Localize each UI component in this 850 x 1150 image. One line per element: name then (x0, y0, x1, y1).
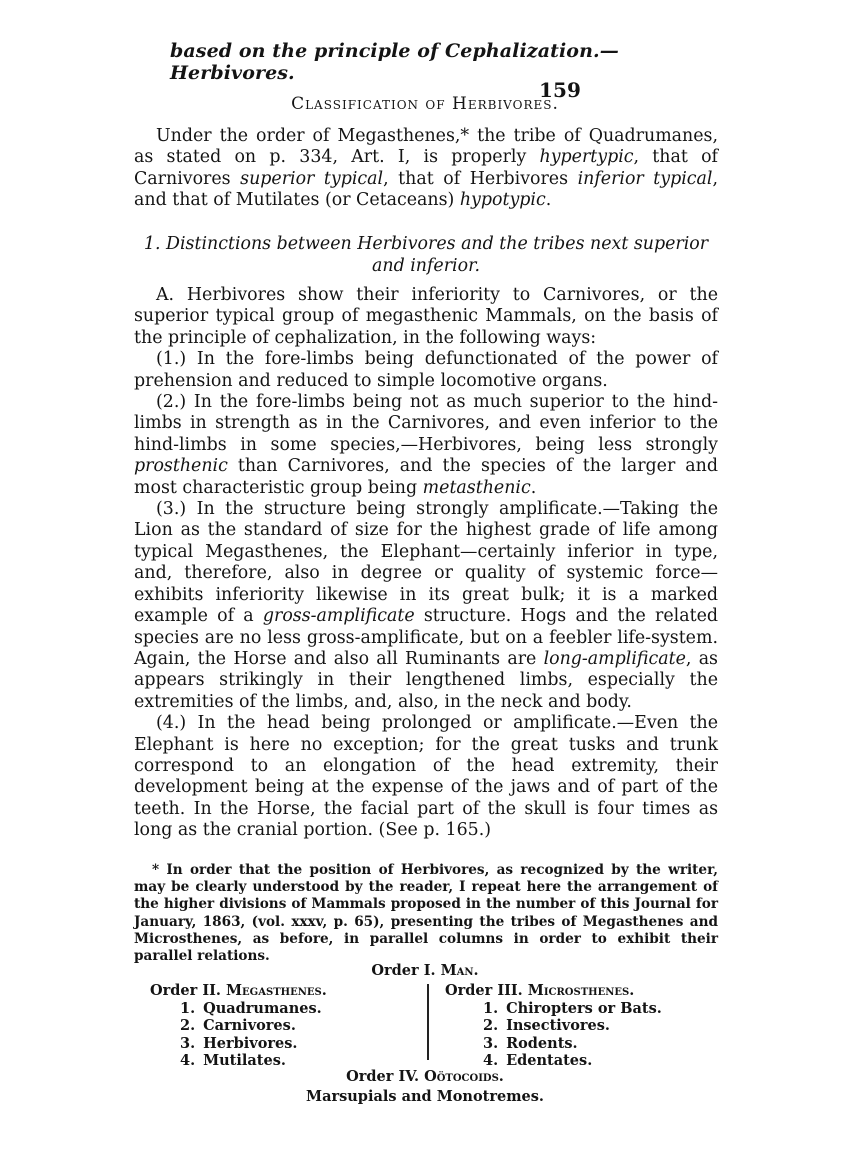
order-label: Order III. (445, 982, 523, 999)
text-run: , that of Herbivores (383, 168, 578, 189)
order-label: Order II. (150, 982, 221, 999)
order-iii-column (445, 982, 662, 1070)
subheading: 1. Distinctions between Herbivores and the tribes next superior and inferior. (143, 234, 709, 276)
order-ii-list (150, 1000, 327, 1070)
text-run: . (545, 190, 552, 211)
list-item: 4. Mutilates. (180, 1052, 286, 1070)
list-item: 1. Quadrumanes. (180, 999, 322, 1017)
text-run: (3.) In the structure being strongly amplificate.—Taking the Lion as the standard of size for the highest grade of life among typical Megasthenes, the Elephant—certainly inferior in type, and, therefore, also in degree or quality of systemic force—exhibits inferiority likewise in its great bulk; it is a marked example of a (134, 499, 718, 627)
item-2 (134, 392, 718, 499)
text-run: than Carnivores, and the species of the larger and most characteristic group being (134, 456, 718, 498)
order-name: Microsthenes. (527, 982, 635, 999)
order-name: Oötocoids. (424, 1068, 504, 1085)
list-item: 4. Edentates. (483, 1052, 593, 1070)
item-1: (1.) In the fore-limbs being defunctionated of the power of prehension and reduced to simple locomotive organs. (134, 349, 718, 391)
italic-term: hypotypic (459, 190, 546, 211)
order-label: Order IV. (346, 1068, 419, 1085)
text-run: Under the order of Megasthenes,* the tribe of Quadrumanes, as stated on p. 334, Art. I, is properly (134, 126, 718, 168)
text-run: , that of Carnivores (134, 147, 718, 189)
order-i-heading (0, 962, 850, 979)
intro-paragraph (134, 126, 718, 212)
italic-term: hypertypic (539, 147, 634, 168)
italic-term: metasthenic (422, 477, 531, 498)
text-run: , and that of Mutilates (or Cetaceans) (134, 168, 719, 211)
list-item: 1. Chiropters or Bats. (483, 999, 662, 1017)
list-item: 2. Carnivores. (180, 1017, 296, 1035)
order-iii-heading (445, 982, 662, 1000)
section-title: Classification of Herbivores. (291, 94, 559, 114)
italic-term: long-amplificate (543, 648, 686, 669)
list-item: 3. Herbivores. (180, 1034, 298, 1052)
footnote: * In order that the position of Herbivores, as recognized by the writer, may be clearly understood by the reader, I repeat here the arrangement of the higher divisions of Mammals proposed in the number of this Journal for January, 1863, (vol. xxxv, p. 65), presenting the tribes of Megasthenes and Microsthenes, as before, in parallel columns in order to exhibit their parallel relations. (134, 862, 718, 965)
text-run: , as appears strikingly in their lengthened limbs, especially the extremities of the limbs, and, also, in the neck and body. (134, 648, 718, 712)
list-item: 2. Insectivores. (483, 1017, 610, 1035)
running-head (170, 40, 715, 102)
distinctions-body (134, 285, 718, 842)
order-iii-list (445, 1000, 662, 1070)
running-head-text: based on the principle of Cephalization.—Herbivores. (170, 40, 619, 84)
order-iv-heading (0, 1068, 850, 1085)
italic-term: superior typical (240, 168, 384, 189)
order-ii-column (150, 982, 327, 1070)
italic-term: prosthenic (134, 456, 228, 477)
order-label: Order I. (371, 962, 436, 979)
order-iv-subtitle: Marsupials and Monotremes. (306, 1088, 544, 1105)
page-number: 159 (538, 78, 581, 102)
text-run: structure. Hogs and the related species are no less gross-amplificate, but on a feebler life-system. Again, the Horse and also all Ruminants are (134, 606, 719, 669)
item-4: (4.) In the head being prolonged or amplificate.—Even the Elephant is here no exception; for the great tusks and trunk correspond to an elongation of the head extremity, their development being at the expense of the jaws and of part of the teeth. In the Horse, the facial part of the skull is four times as long as the cranial portion. (See p. 165.) (134, 713, 718, 841)
list-item: 3. Rodents. (483, 1034, 578, 1052)
text-run: (2.) In the fore-limbs being not as much superior to the hind-limbs in strength as in the Carnivores, and even inferior to the hind-limbs in some species,—Herbivores, being less strongly (134, 392, 718, 455)
italic-term: inferior typical (577, 168, 713, 189)
order-ii-heading (150, 982, 327, 1000)
order-name: Megasthenes. (226, 982, 327, 999)
order-name: Man. (440, 962, 479, 979)
item-3 (134, 499, 718, 713)
text-run: . (530, 477, 537, 498)
paragraph-a: A. Herbivores show their inferiority to Carnivores, or the superior typical group of megasthenic Mammals, on the basis of the principle of cephalization, in the following ways: (134, 285, 718, 348)
italic-term: gross-amplificate (262, 606, 415, 627)
column-divider (427, 984, 429, 1060)
